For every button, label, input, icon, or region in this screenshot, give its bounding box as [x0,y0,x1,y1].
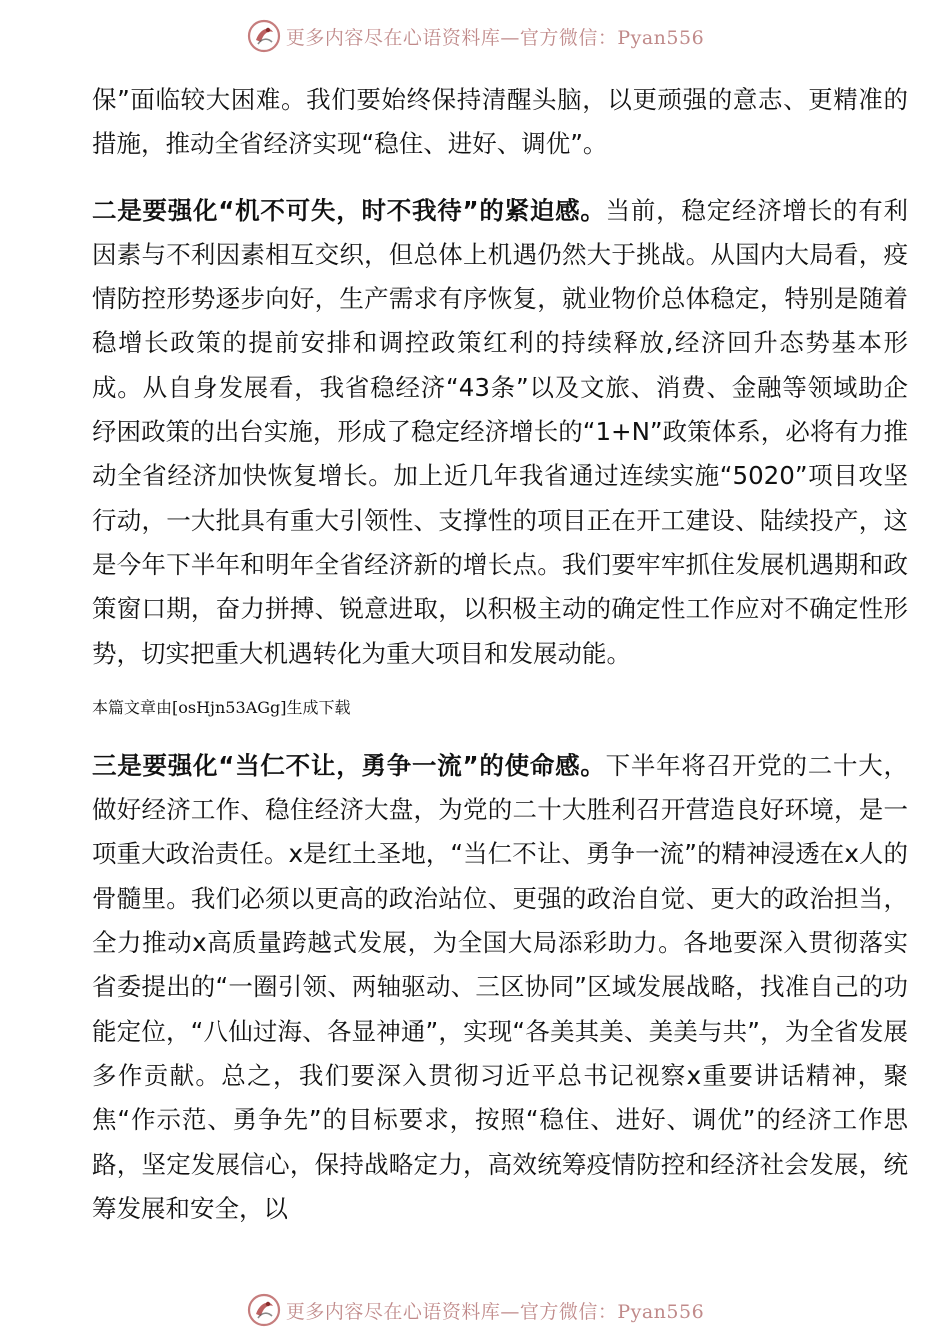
paragraph-1-text: 保”面临较大困难。我们要始终保持清醒头脑，以更顽强的意志、更精准的措施，推动全省经济实现“稳住、进好、调优”。 [92,85,908,159]
download-note: 本篇文章由[osHjn53AGg]生成下载 [92,697,351,717]
paragraph-2-text: 当前，稳定经济增长的有利因素与不利因素相互交织，但总体上机遇仍然大于挑战。从国内大局看，疫情防控形势逐步向好，生产需求有序恢复，就业物价总体稳定，特别是随着稳增长政策的提前安排和调控政策红利的持续释放,经济回升态势基本形成。从自身发展看，我省稳经济“43条”以及文旅、消费、金融等领域助企纾困政策的出台实施，形成了稳定经济增长的“1+N”政策体系，必将有力推动全省经济加快恢复增长。加上近几年我省通过连续实施“5020”项目攻坚行动，一大批具有重大引领性、支撑性的项目正在开工建设、陆续投产，这是今年下半年和明年全省经济新的增长点。我们要牢牢抓住发展机遇期和政策窗口期，奋力拼搏、锐意进取，以积极主动的确定性工作应对不确定性形势，切实把重大机遇转化为重大项目和发展动能。 [92,195,909,668]
footer-banner [0,1290,950,1330]
ink-flower-logo-icon [246,18,282,54]
footer-banner-text: 更多内容尽在心语资料库—官方微信：Pyan556 [285,1300,705,1323]
paragraph-2 [92,189,908,676]
header-banner-text: 更多内容尽在心语资料库—官方微信：Pyan556 [285,26,705,49]
paragraph-3-heading: 三是要强化“当仁不让，勇争一流”的使命感。 [92,750,606,780]
header-banner [0,16,950,56]
paragraph-3 [92,744,908,1231]
document-body [92,78,908,1231]
paragraph-3-text: 下半年将召开党的二十大，做好经济工作、稳住经济大盘，为党的二十大胜利召开营造良好环境，是一项重大政治责任。x是红土圣地，“当仁不让、勇争一流”的精神浸透在x人的骨髓里。我们必须以更高的政治站位、更强的政治自觉、更大的政治担当，全力推动x高质量跨越式发展，为全国大局添彩助力。各地要深入贯彻落实省委提出的“一圈引领、两轴驱动、三区协同”区域发展战略，找准自己的功能定位，“八仙过海、各显神通”，实现“各美其美、美美与共”，为全省发展多作贡献。总之，我们要深入贯彻习近平总书记视察x重要讲话精神，聚焦“作示范、勇争先”的目标要求，按照“稳住、进好、调优”的经济工作思路，坚定发展信心，保持战略定力，高效统筹疫情防控和经济社会发展，统筹发展和安全，以 [92,750,909,1223]
paragraph-2-heading: 二是要强化“机不可失，时不我待”的紧迫感。 [92,195,606,225]
ink-flower-logo-icon [246,1292,282,1328]
paragraph-1 [92,78,908,167]
